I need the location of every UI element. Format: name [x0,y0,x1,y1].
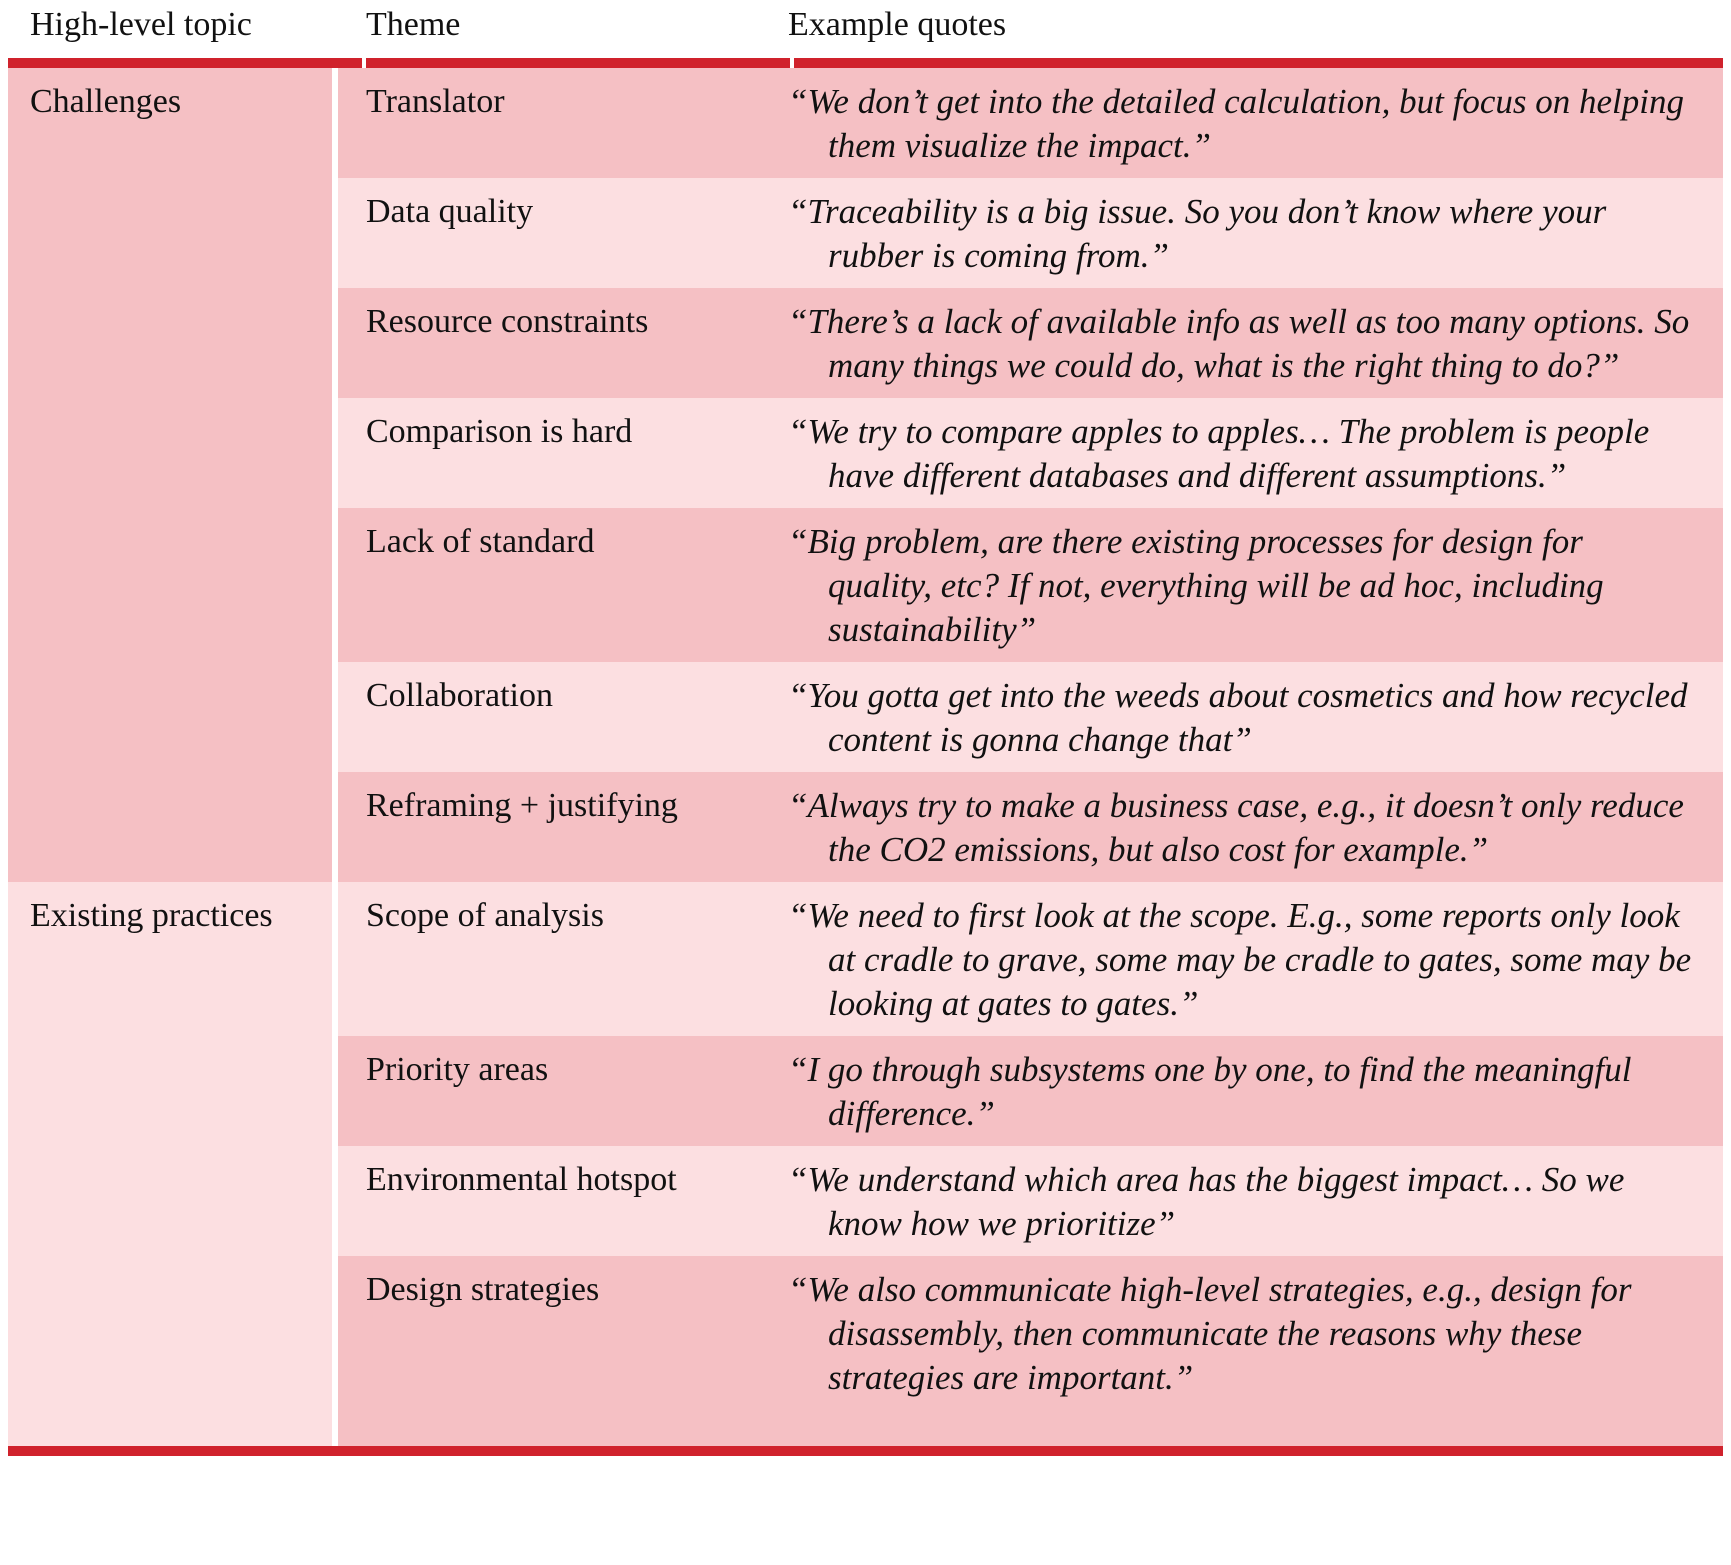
quote-cell: “We don’t get into the detailed calculation, but focus on helping them visualize the impact.” [788,82,1684,165]
theme-cell: Design strategies [366,1271,600,1308]
rule-column-gap [790,58,794,68]
table-row [338,508,1723,662]
table-header-row [8,0,1723,58]
quote-cell: “Big problem, are there existing processes for design for quality, etc? If not, everything will be ad hoc, including sustainability” [788,522,1604,649]
quote-cell: “There’s a lack of available info as well as too many options. So many things we could do, what is the right thing to do?” [788,302,1690,385]
theme-cell: Lack of standard [366,523,595,560]
theme-cell: Data quality [366,193,534,230]
table-row [338,288,1723,398]
table-row [338,1146,1723,1256]
theme-cell: Resource constraints [366,303,649,340]
quote-cell: “You gotta get into the weeds about cosmetics and how recycled content is gonna change that” [788,676,1688,759]
qualitative-themes-table [8,0,1723,1456]
quote-cell: “Always try to make a business case, e.g., it doesn’t only reduce the CO2 emissions, but also cost for example.” [788,786,1684,869]
theme-cell: Scope of analysis [366,897,604,934]
table-row [338,772,1723,882]
table-row [338,1256,1723,1446]
column-header-example-quotes: Example quotes [788,6,1007,43]
quote-cell: “We need to first look at the scope. E.g., some reports only look at cradle to grave, some may be cradle to gates, some may be looking at gates to gates.” [788,896,1692,1023]
section-existing-practices [8,882,1723,1446]
section-rows [338,68,1723,882]
quote-cell: “I go through subsystems one by one, to find the meaningful difference.” [788,1050,1632,1133]
column-header-theme: Theme [366,6,461,43]
quote-cell: “We try to compare apples to apples… The problem is people have different databases and different assumptions.” [788,412,1650,495]
table-row [338,68,1723,178]
topic-cell: Existing practices [8,882,332,1446]
theme-cell: Comparison is hard [366,413,633,450]
theme-cell: Priority areas [366,1051,549,1088]
section-rows [338,882,1723,1446]
topic-cell: Challenges [8,68,332,882]
table-row [338,882,1723,1036]
quote-cell: “We also communicate high-level strategies, e.g., design for disassembly, then communicate the reasons why these strategies are important.” [788,1270,1632,1397]
theme-cell: Reframing + justifying [366,787,678,824]
table-row [338,398,1723,508]
rule-column-gap [362,58,366,68]
table-row [338,1036,1723,1146]
quote-cell: “We understand which area has the biggest impact… So we know how we prioritize” [788,1160,1625,1243]
theme-cell: Collaboration [366,677,553,714]
table-row [338,662,1723,772]
column-header-high-level-topic: High-level topic [30,6,252,43]
section-challenges [8,68,1723,882]
theme-cell: Translator [366,83,505,120]
table-row [338,178,1723,288]
quote-cell: “Traceability is a big issue. So you don’t know where your rubber is coming from.” [788,192,1607,275]
header-rule [8,58,1723,68]
theme-cell: Environmental hotspot [366,1161,677,1198]
bottom-rule [8,1446,1723,1456]
